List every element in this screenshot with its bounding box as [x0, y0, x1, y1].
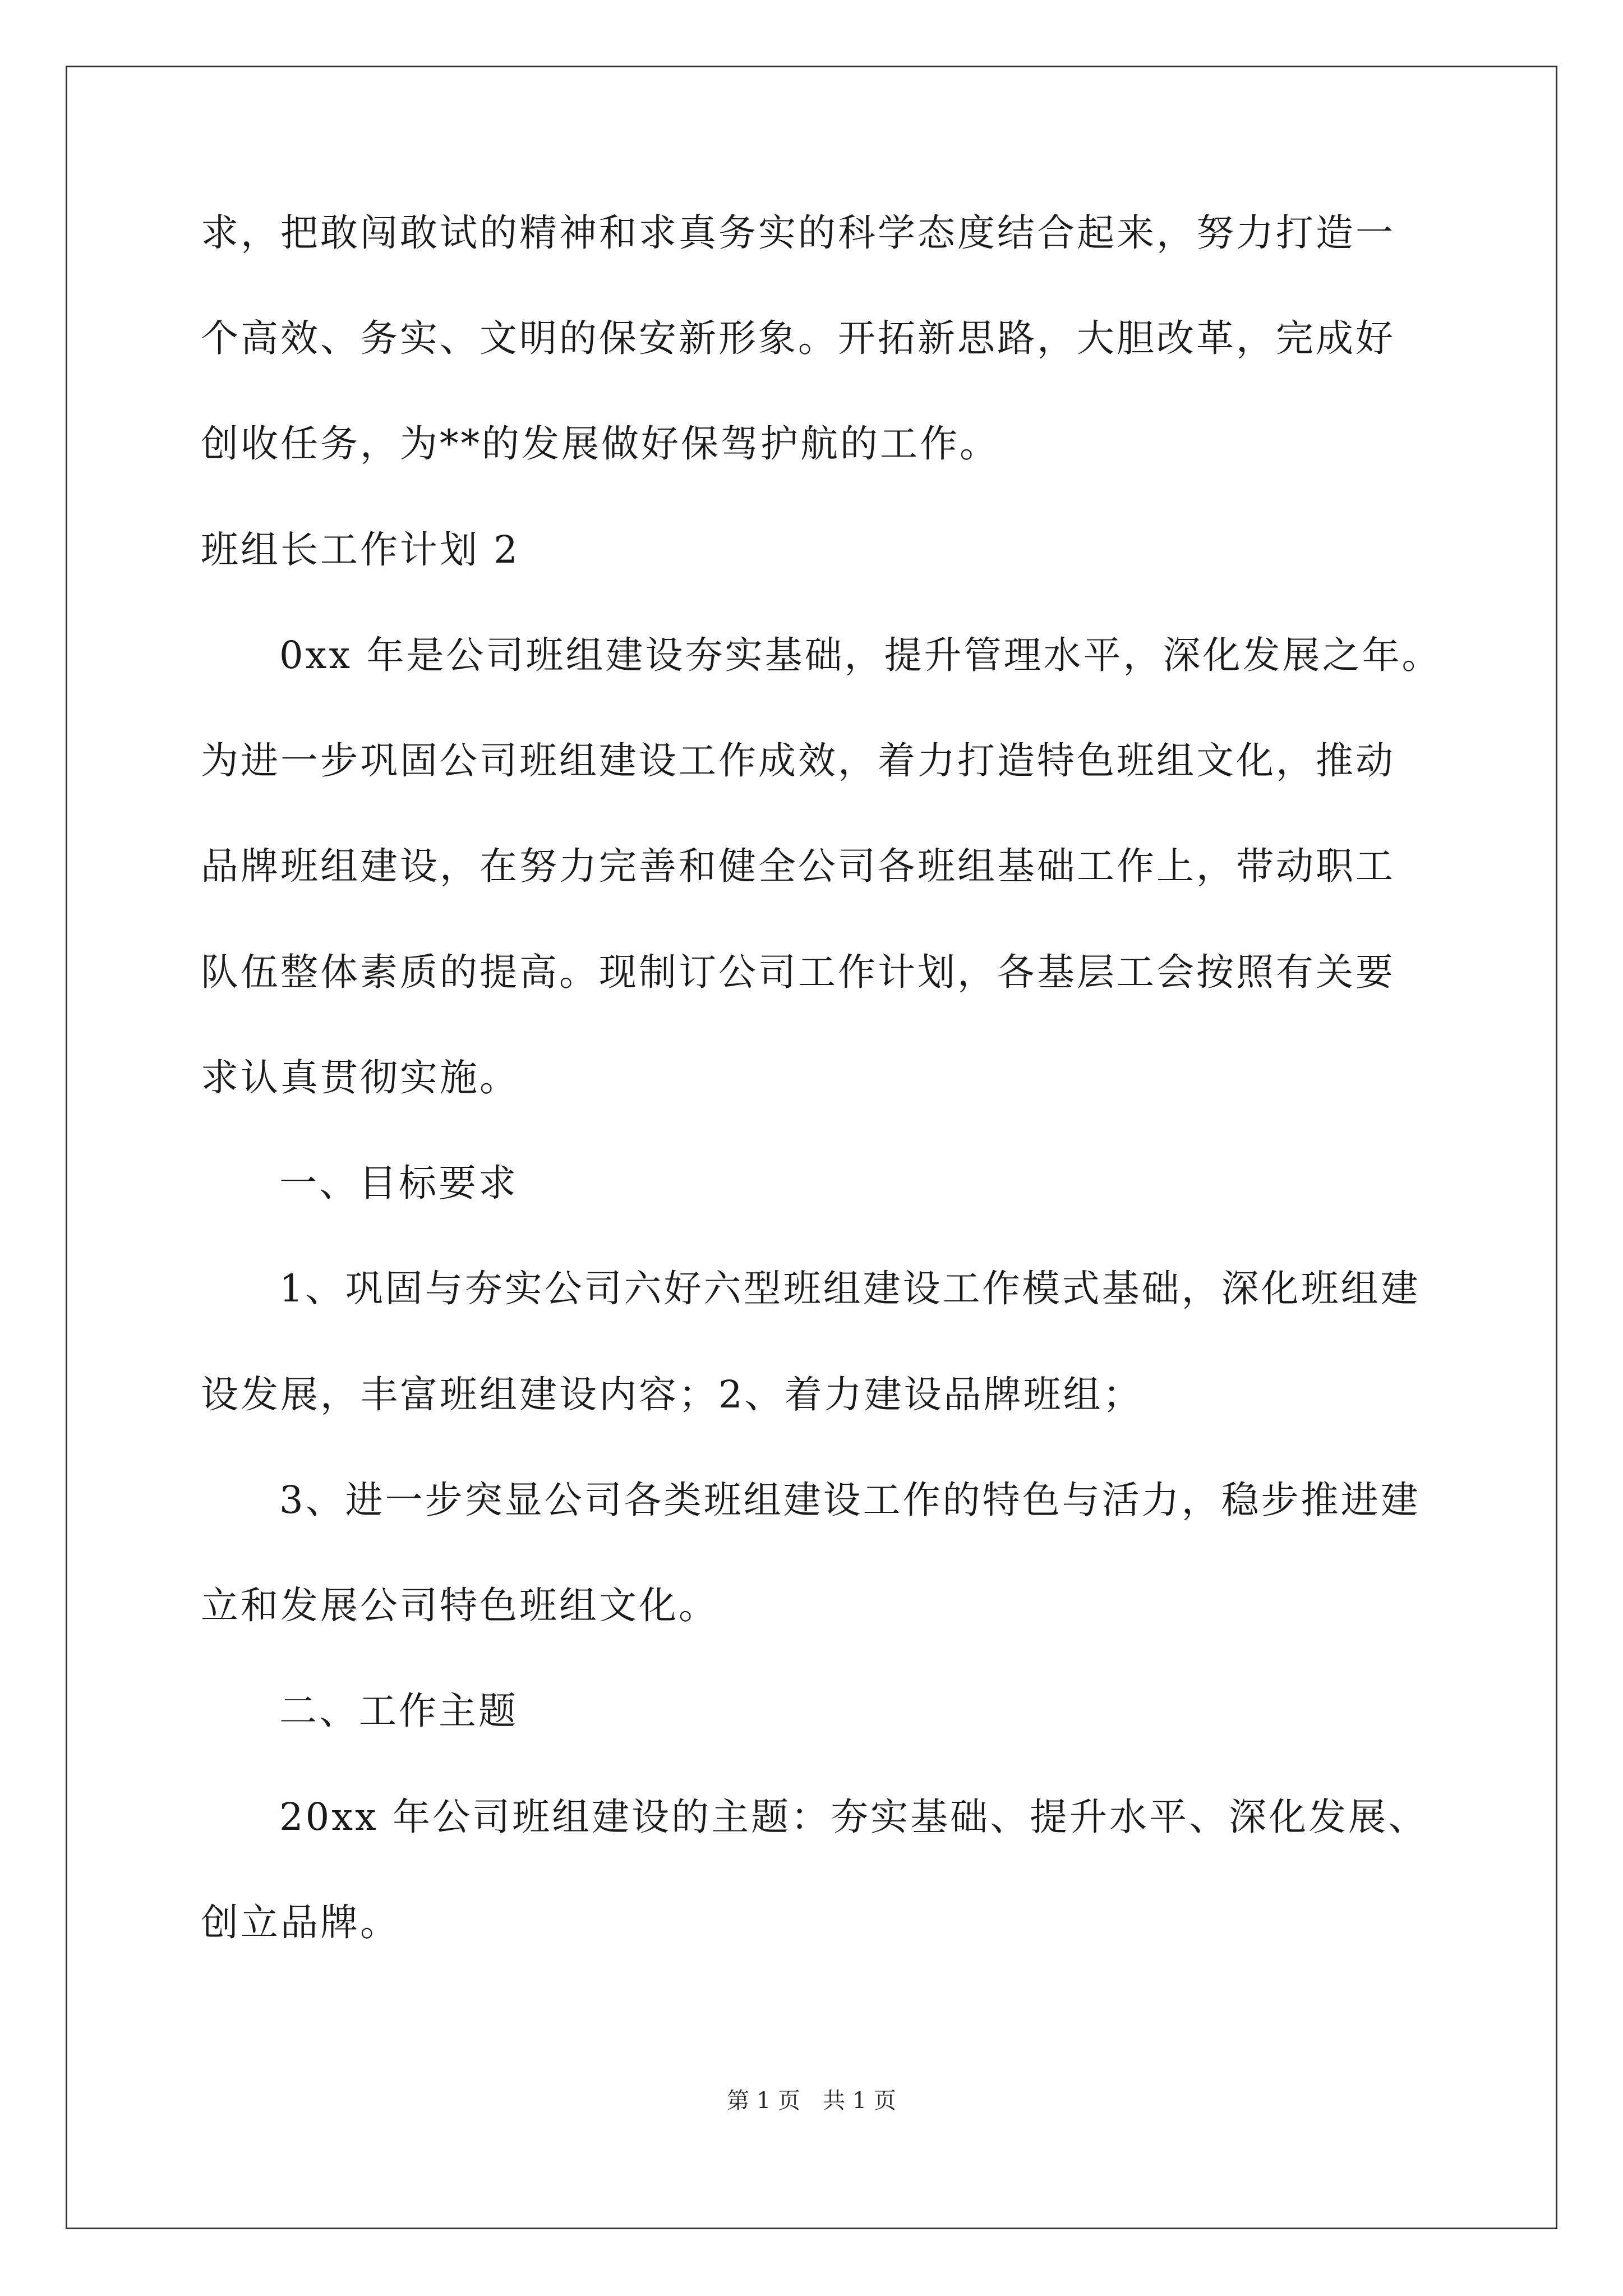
body-text-line: 创立品牌。 [201, 1901, 400, 1944]
list-item: 1、巩固与夯实公司六好六型班组建设工作模式基础，深化班组建 [279, 1267, 1421, 1310]
body-text-line: 品牌班组建设，在努力完善和健全公司各班组基础工作上，带动职工 [201, 844, 1395, 888]
body-text-line: 创收任务，为**的发展做好保驾护航的工作。 [201, 422, 999, 466]
body-text-line: 设发展，丰富班组建设内容；2、着力建设品牌班组； [201, 1373, 1143, 1416]
paragraph-first-line: 0xx 年是公司班组建设夯实基础，提升管理水平，深化发展之年。 [279, 633, 1442, 677]
list-item: 3、进一步突显公司各类班组建设工作的特色与活力，稳步推进建 [279, 1478, 1421, 1522]
body-text-line: 队伍整体素质的提高。现制订公司工作计划，各基层工会按照有关要 [201, 950, 1395, 994]
page-footer: 第 1 页 共 1 页 [727, 2088, 896, 2114]
body-text-line: 为进一步巩固公司班组建设工作成效，着力打造特色班组文化，推动 [201, 739, 1395, 783]
body-text-line: 求认真贯彻实施。 [201, 1056, 519, 1099]
paragraph-first-line: 20xx 年公司班组建设的主题：夯实基础、提升水平、深化发展、 [279, 1795, 1428, 1839]
section-heading: 班组长工作计划 2 [201, 528, 520, 572]
subheading: 一、目标要求 [279, 1161, 518, 1205]
body-text-line: 立和发展公司特色班组文化。 [201, 1584, 718, 1627]
subheading: 二、工作主题 [279, 1689, 518, 1733]
body-text-line: 求，把敢闯敢试的精神和求真务实的科学态度结合起来，努力打造一 [201, 211, 1395, 255]
body-text-line: 个高效、务实、文明的保安新形象。开拓新思路，大胆改革，完成好 [201, 316, 1395, 360]
